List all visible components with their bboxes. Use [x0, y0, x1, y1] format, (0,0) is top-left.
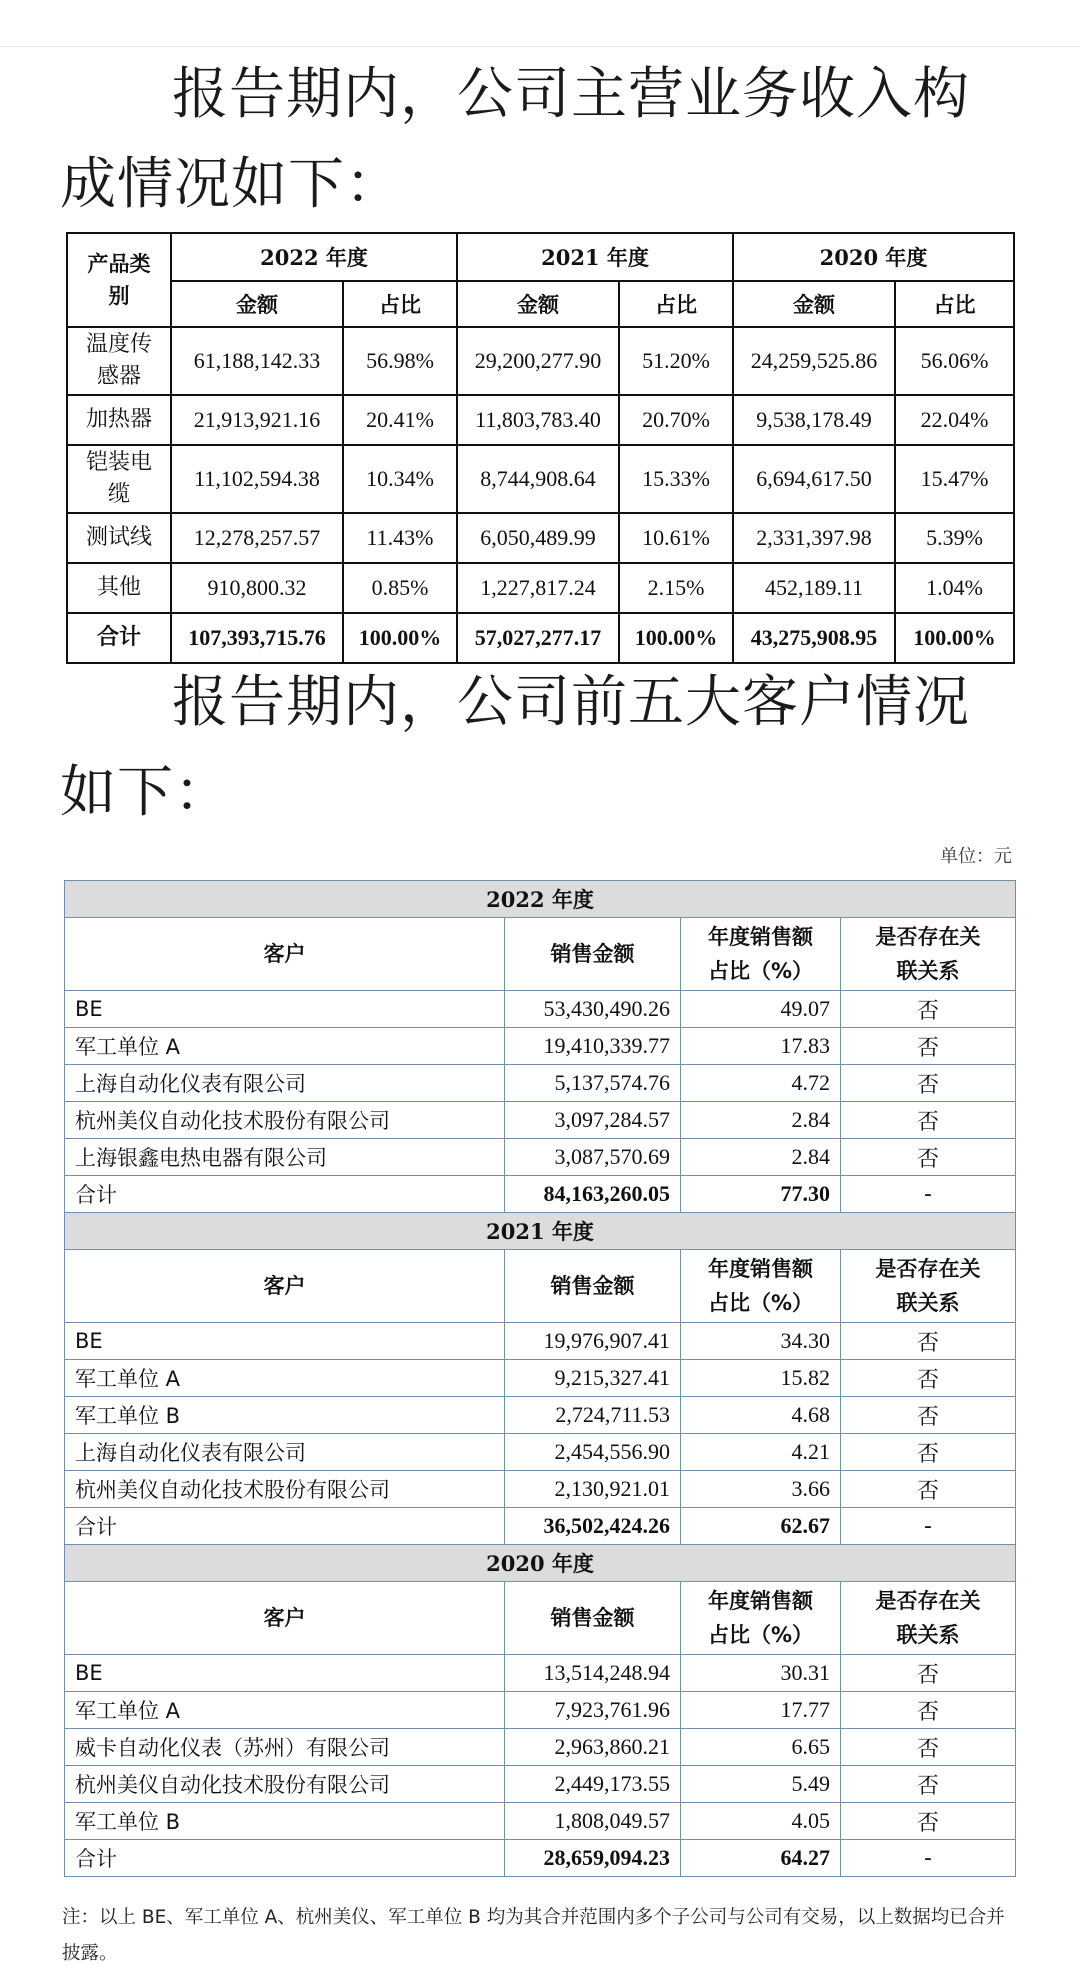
- customer-row: [65, 1692, 1016, 1729]
- sales-amount-header: 销售金额: [505, 918, 681, 991]
- customer-name: 上海银鑫电热电器有限公司: [65, 1139, 505, 1176]
- revenue-subheader-row: [67, 281, 1014, 327]
- revenue-total-row: [67, 613, 1014, 663]
- sales-amount: 2,449,173.55: [505, 1766, 681, 1803]
- sales-ratio: 4.21: [681, 1434, 841, 1471]
- total-ratio-cell: 100.00%: [343, 613, 457, 663]
- ratio-cell: 2.15%: [619, 563, 733, 613]
- customer-row: [65, 1102, 1016, 1139]
- sales-ratio-header: 年度销售额 占比（%）: [681, 918, 841, 991]
- year-header: 2020 年度: [733, 233, 1014, 281]
- customer-header: 客户: [65, 918, 505, 991]
- amount-cell: 6,050,489.99: [457, 513, 619, 563]
- customer-header-row: [65, 1250, 1016, 1323]
- revenue-row: [67, 445, 1014, 513]
- sales-ratio: 77.30: [681, 1176, 841, 1213]
- sales-amount: 2,963,860.21: [505, 1729, 681, 1766]
- total-label: 合计: [67, 613, 171, 663]
- customer-name: 军工单位 B: [65, 1803, 505, 1840]
- year-header: 2021 年度: [457, 233, 733, 281]
- amount-cell: 12,278,257.57: [171, 513, 343, 563]
- related-party-flag: 否: [841, 1692, 1016, 1729]
- sales-ratio: 2.84: [681, 1139, 841, 1176]
- sales-ratio: 49.07: [681, 991, 841, 1028]
- customer-row: [65, 1139, 1016, 1176]
- sales-ratio: 3.66: [681, 1471, 841, 1508]
- total-ratio-cell: 100.00%: [895, 613, 1014, 663]
- amount-cell: 61,188,142.33: [171, 327, 343, 395]
- sales-ratio: 5.49: [681, 1766, 841, 1803]
- year-label: 2021 年度: [65, 1213, 1016, 1250]
- sales-amount: 5,137,574.76: [505, 1065, 681, 1102]
- sales-ratio-header: 年度销售额 占比（%）: [681, 1250, 841, 1323]
- ratio-cell: 56.06%: [895, 327, 1014, 395]
- related-party-flag: -: [841, 1508, 1016, 1545]
- customer-row: [65, 1028, 1016, 1065]
- amount-header: 金额: [457, 281, 619, 327]
- amount-cell: 452,189.11: [733, 563, 895, 613]
- amount-cell: 21,913,921.16: [171, 395, 343, 445]
- amount-cell: 6,694,617.50: [733, 445, 895, 513]
- ratio-header: 占比: [895, 281, 1014, 327]
- amount-cell: 1,227,817.24: [457, 563, 619, 613]
- amount-header: 金额: [733, 281, 895, 327]
- ratio-cell: 15.47%: [895, 445, 1014, 513]
- customer-total-row: [65, 1840, 1016, 1877]
- sales-ratio: 2.84: [681, 1102, 841, 1139]
- customer-name: 杭州美仪自动化技术股份有限公司: [65, 1471, 505, 1508]
- sales-amount: 13,514,248.94: [505, 1655, 681, 1692]
- amount-cell: 2,331,397.98: [733, 513, 895, 563]
- revenue-table: [66, 232, 1015, 664]
- sales-amount: 3,097,284.57: [505, 1102, 681, 1139]
- top-customers-table: [64, 880, 1016, 1877]
- customer-row: [65, 1803, 1016, 1840]
- related-party-flag: 否: [841, 1139, 1016, 1176]
- customer-name: 军工单位 A: [65, 1692, 505, 1729]
- sales-amount: 2,454,556.90: [505, 1434, 681, 1471]
- year-row: [65, 1213, 1016, 1250]
- sales-ratio: 30.31: [681, 1655, 841, 1692]
- sales-ratio: 62.67: [681, 1508, 841, 1545]
- revenue-intro-line1: 报告期内，公司主营业务收入构: [172, 62, 970, 127]
- amount-cell: 11,102,594.38: [171, 445, 343, 513]
- sales-ratio: 15.82: [681, 1360, 841, 1397]
- sales-amount: 19,410,339.77: [505, 1028, 681, 1065]
- amount-cell: 8,744,908.64: [457, 445, 619, 513]
- related-party-flag: 否: [841, 1766, 1016, 1803]
- customer-row: [65, 1360, 1016, 1397]
- sales-ratio: 17.77: [681, 1692, 841, 1729]
- related-party-header: 是否存在关 联关系: [841, 1582, 1016, 1655]
- customer-header-row: [65, 918, 1016, 991]
- ratio-cell: 5.39%: [895, 513, 1014, 563]
- category-cell: 测试线: [67, 513, 171, 563]
- customer-row: [65, 1655, 1016, 1692]
- revenue-row: [67, 563, 1014, 613]
- customer-row: [65, 1766, 1016, 1803]
- unit-label: 单位：元: [940, 846, 1012, 867]
- related-party-flag: 否: [841, 1471, 1016, 1508]
- sales-amount: 2,724,711.53: [505, 1397, 681, 1434]
- amount-cell: 11,803,783.40: [457, 395, 619, 445]
- ratio-header: 占比: [619, 281, 733, 327]
- ratio-cell: 20.70%: [619, 395, 733, 445]
- footnote: 注：以上 BE、军工单位 A、杭州美仪、军工单位 B 均为其合并范围内多个子公司与公司有交易，以上数据均已合并披露。: [62, 1907, 1005, 1964]
- customer-total-row: [65, 1176, 1016, 1213]
- sales-amount: 2,130,921.01: [505, 1471, 681, 1508]
- revenue-row: [67, 395, 1014, 445]
- customer-header: 客户: [65, 1250, 505, 1323]
- ratio-cell: 15.33%: [619, 445, 733, 513]
- customers-intro-line2: 如下：: [60, 760, 231, 825]
- sales-amount: 7,923,761.96: [505, 1692, 681, 1729]
- ratio-cell: 51.20%: [619, 327, 733, 395]
- customers-intro-paragraph: [60, 658, 1020, 838]
- customer-row: [65, 1471, 1016, 1508]
- ratio-header: 占比: [343, 281, 457, 327]
- sales-amount: 28,659,094.23: [505, 1840, 681, 1877]
- sales-amount: 36,502,424.26: [505, 1508, 681, 1545]
- ratio-cell: 20.41%: [343, 395, 457, 445]
- revenue-row: [67, 327, 1014, 395]
- amount-cell: 9,538,178.49: [733, 395, 895, 445]
- revenue-intro-line2: 成情况如下：: [60, 152, 402, 217]
- related-party-flag: 否: [841, 1397, 1016, 1434]
- related-party-flag: 否: [841, 991, 1016, 1028]
- sales-amount: 53,430,490.26: [505, 991, 681, 1028]
- ratio-cell: 56.98%: [343, 327, 457, 395]
- category-cell: 铠装电 缆: [67, 445, 171, 513]
- customer-name: 合计: [65, 1508, 505, 1545]
- customer-name: BE: [65, 991, 505, 1028]
- ratio-cell: 10.61%: [619, 513, 733, 563]
- revenue-intro-paragraph: [60, 50, 1020, 230]
- total-amount-cell: 107,393,715.76: [171, 613, 343, 663]
- sales-amount: 3,087,570.69: [505, 1139, 681, 1176]
- customer-row: [65, 1434, 1016, 1471]
- customer-name: 合计: [65, 1840, 505, 1877]
- amount-cell: 29,200,277.90: [457, 327, 619, 395]
- customer-name: 杭州美仪自动化技术股份有限公司: [65, 1102, 505, 1139]
- sales-ratio: 4.68: [681, 1397, 841, 1434]
- customer-name: 上海自动化仪表有限公司: [65, 1065, 505, 1102]
- related-party-flag: 否: [841, 1655, 1016, 1692]
- related-party-flag: 否: [841, 1360, 1016, 1397]
- customer-name: BE: [65, 1655, 505, 1692]
- category-cell: 加热器: [67, 395, 171, 445]
- customer-row: [65, 991, 1016, 1028]
- category-cell: 温度传 感器: [67, 327, 171, 395]
- customer-row: [65, 1065, 1016, 1102]
- customer-header-row: [65, 1582, 1016, 1655]
- amount-header: 金额: [171, 281, 343, 327]
- related-party-flag: 否: [841, 1729, 1016, 1766]
- related-party-flag: -: [841, 1176, 1016, 1213]
- customer-name: 威卡自动化仪表（苏州）有限公司: [65, 1729, 505, 1766]
- customer-row: [65, 1729, 1016, 1766]
- customer-row: [65, 1397, 1016, 1434]
- customers-intro-line1: 报告期内，公司前五大客户情况: [172, 670, 970, 735]
- total-amount-cell: 57,027,277.17: [457, 613, 619, 663]
- customer-name: BE: [65, 1323, 505, 1360]
- sales-amount-header: 销售金额: [505, 1582, 681, 1655]
- sales-ratio: 6.65: [681, 1729, 841, 1766]
- related-party-flag: 否: [841, 1065, 1016, 1102]
- revenue-header-row: [67, 233, 1014, 281]
- ratio-cell: 0.85%: [343, 563, 457, 613]
- total-ratio-cell: 100.00%: [619, 613, 733, 663]
- sales-ratio: 17.83: [681, 1028, 841, 1065]
- sales-ratio: 64.27: [681, 1840, 841, 1877]
- category-cell: 其他: [67, 563, 171, 613]
- customer-name: 军工单位 A: [65, 1028, 505, 1065]
- customer-header: 客户: [65, 1582, 505, 1655]
- sales-ratio: 4.72: [681, 1065, 841, 1102]
- sales-amount: 84,163,260.05: [505, 1176, 681, 1213]
- related-party-flag: 否: [841, 1434, 1016, 1471]
- related-party-flag: 否: [841, 1803, 1016, 1840]
- amount-cell: 24,259,525.86: [733, 327, 895, 395]
- sales-ratio: 4.05: [681, 1803, 841, 1840]
- customer-name: 杭州美仪自动化技术股份有限公司: [65, 1766, 505, 1803]
- customer-name: 军工单位 A: [65, 1360, 505, 1397]
- customer-total-row: [65, 1508, 1016, 1545]
- related-party-flag: -: [841, 1840, 1016, 1877]
- related-party-flag: 否: [841, 1102, 1016, 1139]
- related-party-flag: 否: [841, 1323, 1016, 1360]
- amount-cell: 910,800.32: [171, 563, 343, 613]
- sales-ratio: 34.30: [681, 1323, 841, 1360]
- year-label: 2020 年度: [65, 1545, 1016, 1582]
- customer-name: 上海自动化仪表有限公司: [65, 1434, 505, 1471]
- year-label: 2022 年度: [65, 881, 1016, 918]
- year-row: [65, 881, 1016, 918]
- sales-amount: 1,808,049.57: [505, 1803, 681, 1840]
- total-amount-cell: 43,275,908.95: [733, 613, 895, 663]
- revenue-row: [67, 513, 1014, 563]
- ratio-cell: 22.04%: [895, 395, 1014, 445]
- customer-name: 军工单位 B: [65, 1397, 505, 1434]
- category-header: 产品类 别: [67, 233, 171, 327]
- customer-name: 合计: [65, 1176, 505, 1213]
- related-party-header: 是否存在关 联关系: [841, 1250, 1016, 1323]
- year-row: [65, 1545, 1016, 1582]
- sales-amount: 19,976,907.41: [505, 1323, 681, 1360]
- sales-amount: 9,215,327.41: [505, 1360, 681, 1397]
- customer-row: [65, 1323, 1016, 1360]
- sales-amount-header: 销售金额: [505, 1250, 681, 1323]
- sales-ratio-header: 年度销售额 占比（%）: [681, 1582, 841, 1655]
- related-party-header: 是否存在关 联关系: [841, 918, 1016, 991]
- related-party-flag: 否: [841, 1028, 1016, 1065]
- year-header: 2022 年度: [171, 233, 457, 281]
- top-divider: [0, 46, 1080, 47]
- ratio-cell: 1.04%: [895, 563, 1014, 613]
- ratio-cell: 10.34%: [343, 445, 457, 513]
- ratio-cell: 11.43%: [343, 513, 457, 563]
